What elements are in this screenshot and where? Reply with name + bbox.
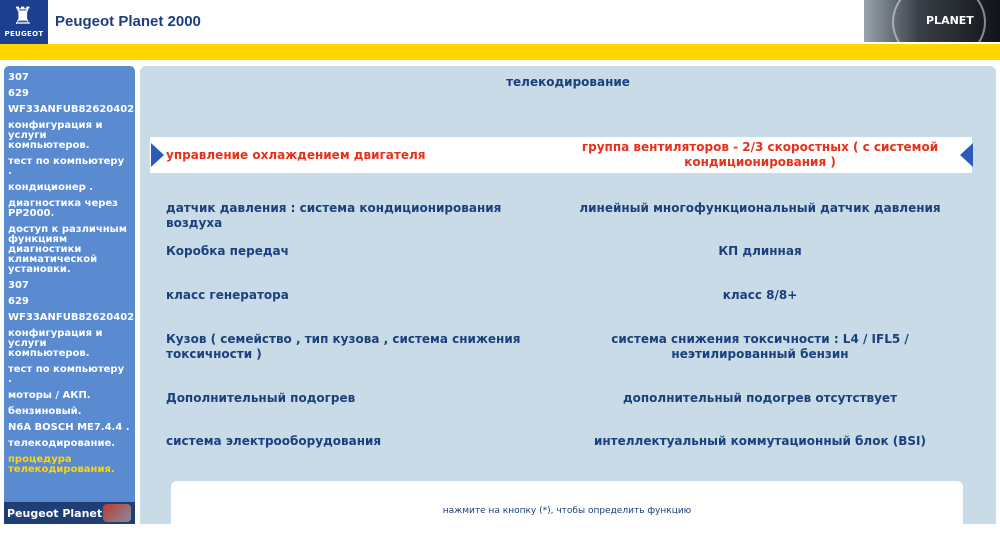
sidebar-item-config[interactable]: конфигурация и услуги компьютеров. xyxy=(8,120,103,151)
sidebar-item-petrol[interactable]: бензиновый. xyxy=(8,406,82,417)
peugeot-logo xyxy=(0,0,48,44)
sidebar-item-vin[interactable]: WF33ANFUB82620402 xyxy=(8,312,135,323)
sidebar-item-code[interactable]: 629 xyxy=(8,88,29,99)
param-value: линейный многофункциональный датчик давления xyxy=(579,201,941,215)
sidebar-item-climate-access[interactable]: доступ к различным функциям диагностики климатической установки. xyxy=(8,224,127,275)
sidebar-brand xyxy=(4,502,135,524)
sidebar-item-test[interactable]: тест по компьютеру . xyxy=(8,364,125,385)
sidebar-item-diagnostics[interactable]: диагностика через PP2000. xyxy=(8,198,118,219)
sidebar-item-ecu[interactable]: N6A BOSCH ME7.4.4 . xyxy=(8,422,130,433)
selected-function-label: управление охлаждением двигателя xyxy=(166,148,426,162)
param-label: система электрооборудования xyxy=(166,434,382,448)
sidebar-item-code[interactable]: 629 xyxy=(8,296,29,307)
param-label: датчик давления : система кондиционирования воздуха xyxy=(166,201,502,230)
header xyxy=(0,0,1000,44)
param-label: Коробка передач xyxy=(166,244,289,258)
param-label: класс генератора xyxy=(166,288,289,302)
sidebar-item-telecoding[interactable]: телекодирование. xyxy=(8,438,116,449)
sidebar-item-telecoding-procedure[interactable]: процедура телекодирования. xyxy=(8,454,115,475)
brand-label: PEUGEOT xyxy=(4,30,44,38)
app-title: Peugeot Planet 2000 xyxy=(55,13,201,30)
selected-function-row[interactable] xyxy=(150,137,972,173)
sidebar-item-aircon[interactable]: кондиционер . xyxy=(8,182,94,193)
peugeot-lion-icon: ♜ xyxy=(12,2,34,30)
page-title: телекодирование xyxy=(506,75,630,89)
sidebar-item-test[interactable]: тест по компьютеру . xyxy=(8,156,125,177)
param-label: Дополнительный подогрев xyxy=(166,391,356,405)
param-value: система снижения токсичности : L4 / IFL5 / неэтилированный бензин xyxy=(611,332,909,361)
main-panel xyxy=(140,66,996,524)
param-value: интеллектуальный коммутационный блок (BSI) xyxy=(593,434,927,448)
arrow-left-icon[interactable] xyxy=(960,143,973,167)
param-value: дополнительный подогрев отсутствует xyxy=(622,391,898,405)
sidebar-brand-label: Peugeot Planet xyxy=(7,507,103,520)
sidebar xyxy=(4,66,135,524)
gold-divider xyxy=(0,44,1000,60)
car-icon xyxy=(103,504,131,522)
sidebar-item-model[interactable]: 307 xyxy=(8,72,29,83)
sidebar-item-config[interactable]: конфигурация и услуги компьютеров. xyxy=(8,328,103,359)
sidebar-item-engines[interactable]: моторы / АКП. xyxy=(8,390,91,401)
selected-function-value: группа вентиляторов - 2/3 скоростных ( с системой кондиционирования ) xyxy=(581,140,939,169)
planet-logo-text: PLANET xyxy=(926,14,974,27)
sidebar-item-vin[interactable]: WF33ANFUB82620402 xyxy=(8,104,135,115)
param-value: КП длинная xyxy=(718,244,802,258)
hint-box xyxy=(171,481,963,541)
param-value: класс 8/8+ xyxy=(722,288,798,302)
sidebar-item-model[interactable]: 307 xyxy=(8,280,29,291)
arrow-right-icon[interactable] xyxy=(151,143,164,167)
planet-system-logo xyxy=(864,0,1000,42)
param-label: Кузов ( семейство , тип кузова , система снижения токсичности ) xyxy=(166,332,521,361)
hint-text: нажмите на кнопку (*), чтобы определить функцию xyxy=(442,506,692,516)
